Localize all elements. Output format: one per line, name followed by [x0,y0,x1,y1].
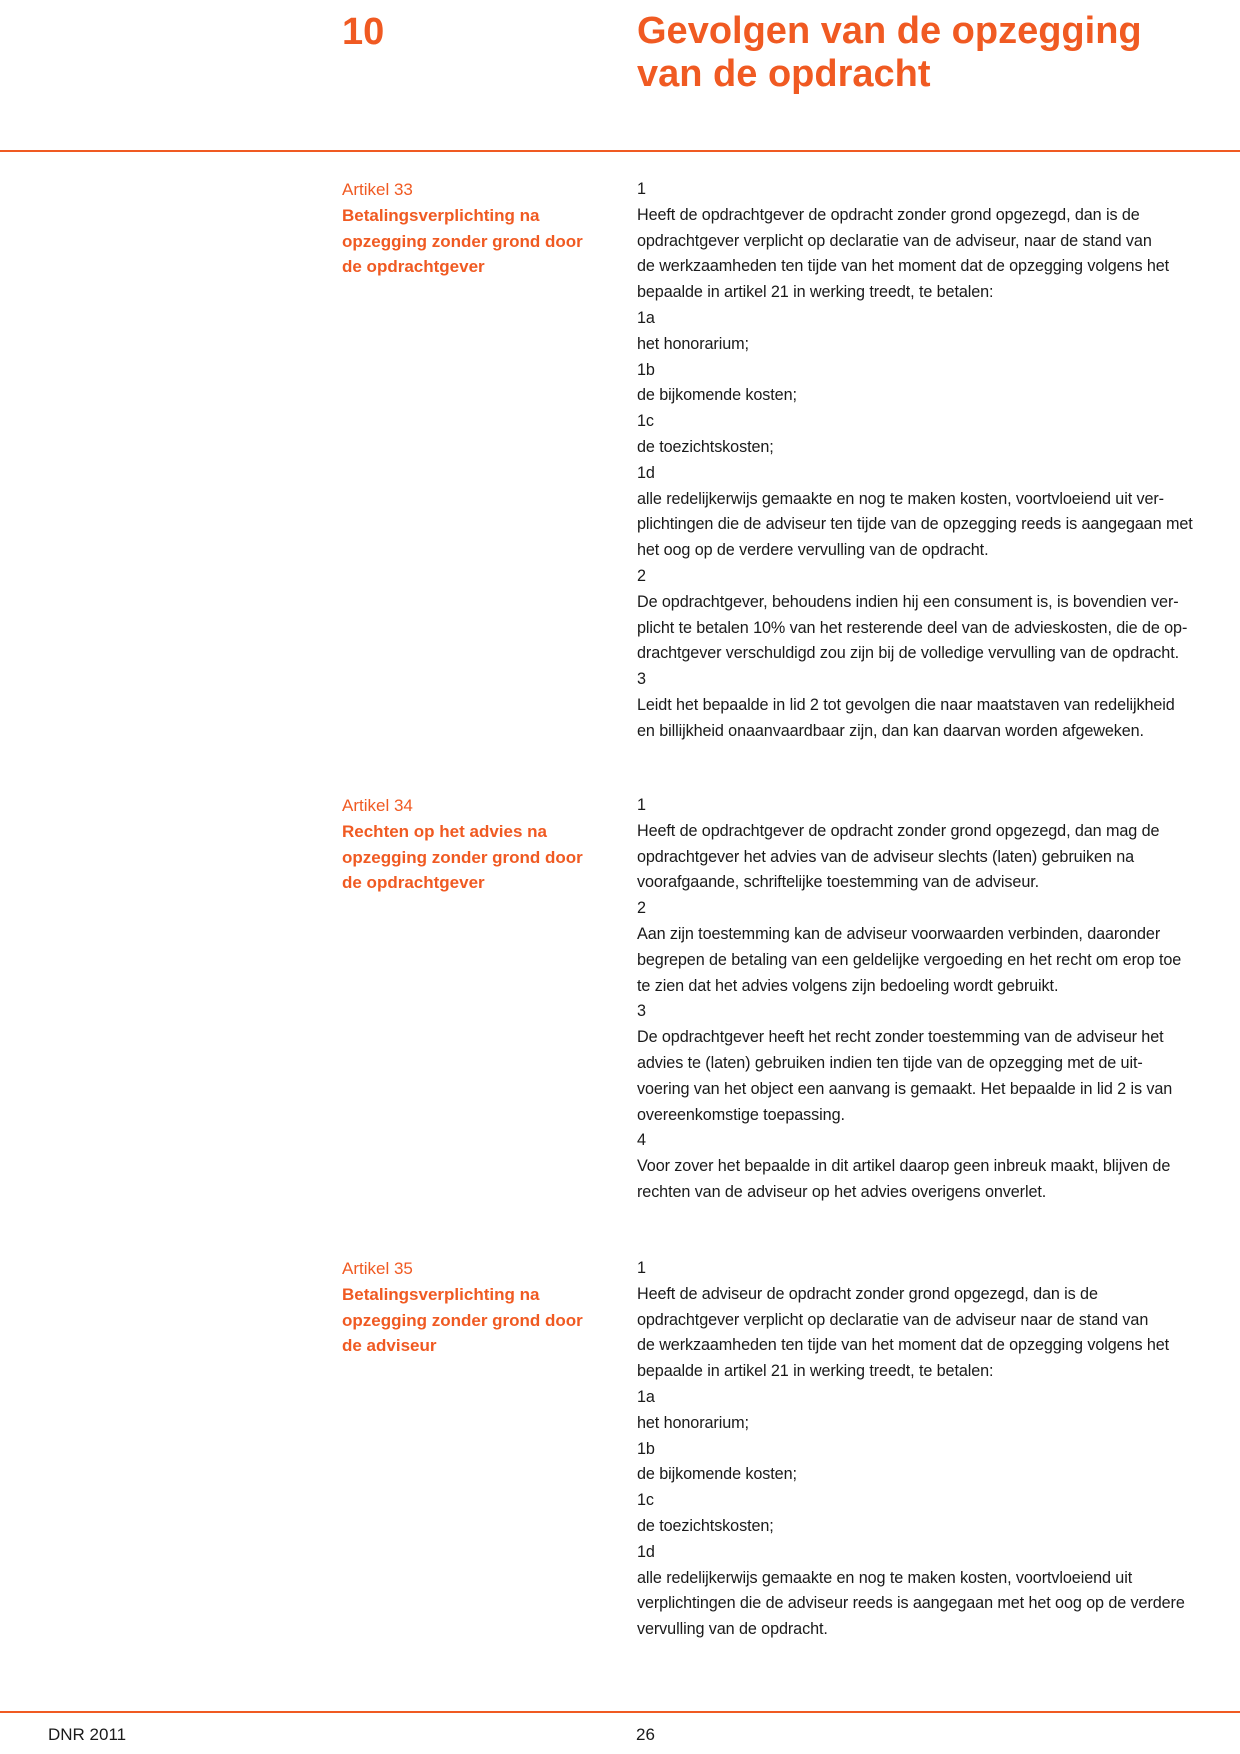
item-text-line: de toezichtskosten; [637,1516,774,1535]
article-title-line-1: Rechten op het advies na [342,821,547,841]
article-item [637,1437,1202,1489]
item-text-line: De opdrachtgever heeft het recht zonder toestemming van de adviseur het [637,1028,1164,1047]
item-text-line: de werkzaamheden ten tijde van het moment dat de opzegging volgens het [637,1336,1170,1355]
article-item [637,461,1202,564]
article-item [637,1488,1202,1540]
article-item [637,306,1202,358]
item-number: 1d [637,1542,655,1561]
item-number: 1b [637,360,655,379]
item-text-line: alle redelijkerwijs gemaakte en nog te maken kosten, voortvloeiend uit ver- [637,489,1164,508]
item-text-line: rechten van de adviseur op het advies overigens onverlet. [637,1182,1047,1201]
article-title-line-2: opzegging zonder grond door [342,231,583,251]
item-text-line: verplichtingen die de adviseur reeds is aangegaan met het oog op de verdere [637,1594,1185,1613]
item-text-line: het honorarium; [637,334,749,353]
article-body [637,1256,1202,1643]
item-number: 1a [637,308,655,327]
item-text-line: opdrachtgever verplicht op declaratie van de adviseur naar de stand van [637,1310,1149,1329]
item-text-line: Heeft de adviseur de opdracht zonder grond opgezegd, dan is de [637,1284,1098,1303]
item-text-line: opdrachtgever verplicht op declaratie van de adviseur, naar de stand van [637,231,1152,250]
item-text-line: te zien dat het advies volgens zijn bedoeling wordt gebruikt. [637,976,1059,995]
item-text-line: Aan zijn toestemming kan de adviseur voorwaarden verbinden, daaronder [637,924,1161,943]
item-text-line: overeenkomstige toepassing. [637,1105,845,1124]
chapter-number: 10 [342,11,385,53]
item-text-line: de werkzaamheden ten tijde van het moment dat de opzegging volgens het [637,257,1170,276]
article-title-line-1: Betalingsverplichting na [342,1284,540,1304]
item-text-line: opdrachtgever het advies van de adviseur slechts (laten) gebruiken na [637,847,1135,866]
bottom-divider [0,1711,1240,1713]
article-item [637,1256,1202,1385]
item-text-line: Leidt het bepaalde in lid 2 tot gevolgen die naar maatstaven van redelijkheid [637,695,1175,714]
article-title-line-2: opzegging zonder grond door [342,847,583,867]
item-text-line: Voor zover het bepaalde in dit artikel daarop geen inbreuk maakt, blijven de [637,1157,1171,1176]
item-text-line: alle redelijkerwijs gemaakte en nog te maken kosten, voortvloeiend uit [637,1568,1133,1587]
article-item [637,177,1202,306]
item-text-line: Heeft de opdrachtgever de opdracht zonder grond opgezegd, dan mag de [637,821,1160,840]
item-text-line: het honorarium; [637,1413,749,1432]
item-text-line: het oog op de verdere vervulling van de opdracht. [637,541,989,560]
item-text-line: voorafgaande, schriftelijke toestemming van de adviseur. [637,873,1040,892]
top-divider [0,150,1240,152]
item-text-line: plicht te betalen 10% van het resterende deel van de advieskosten, die de op- [637,618,1188,637]
article-title-line-1: Betalingsverplichting na [342,205,540,225]
item-number: 1 [637,796,646,814]
item-number: 2 [637,566,646,585]
article-title-line-3: de opdrachtgever [342,873,485,893]
item-text-line: Heeft de opdrachtgever de opdracht zonder grond opgezegd, dan is de [637,205,1140,224]
item-number: 1a [637,1387,655,1406]
item-number: 1c [637,412,654,431]
article-item [637,667,1202,744]
article-heading [342,1256,602,1359]
item-text-line: de bijkomende kosten; [637,386,797,405]
item-number: 2 [637,899,646,918]
item-number: 3 [637,670,646,689]
item-text-line: en billijkheid onaanvaardbaar zijn, dan kan daarvan worden afgeweken. [637,721,1144,740]
item-text-line: de bijkomende kosten; [637,1465,797,1484]
item-text-line: begrepen de betaling van een geldelijke vergoeding en het recht om erop toe [637,950,1182,969]
footer-page-number: 26 [636,1725,655,1744]
article-item [637,1128,1202,1205]
article-item [637,1540,1202,1643]
article-title-line-2: opzegging zonder grond door [342,1310,583,1330]
chapter-title [637,10,1197,96]
item-number: 1b [637,1439,655,1458]
article-label: Artikel 35 [342,1259,413,1278]
item-text-line: bepaalde in artikel 21 in werking treedt, te betalen: [637,1362,994,1381]
article-item [637,358,1202,410]
article-item [637,409,1202,461]
footer-document-name: DNR 2011 [48,1725,127,1744]
item-text-line: voering van het object een aanvang is gemaakt. Het bepaalde in lid 2 is van [637,1079,1173,1098]
item-number: 1d [637,463,655,482]
article-label: Artikel 33 [342,180,413,199]
item-number: 1 [637,180,646,198]
article-body [637,793,1202,1206]
item-text-line: drachtgever verschuldigd zou zijn bij de volledige vervulling van de opdracht. [637,644,1179,663]
item-number: 3 [637,1002,646,1021]
article-item [637,564,1202,667]
item-text-line: advies te (laten) gebruiken indien ten tijde van de opzegging met de uit- [637,1053,1143,1072]
article-body [637,177,1202,745]
article-item [637,1385,1202,1437]
article-item [637,999,1202,1128]
item-text-line: De opdrachtgever, behoudens indien hij een consument is, is bovendien ver- [637,592,1179,611]
article-title-line-3: de adviseur [342,1336,437,1356]
chapter-title-line-2: van de opdracht [637,53,931,95]
article-item [637,793,1202,896]
article-heading [342,793,602,896]
article-title-line-3: de opdrachtgever [342,257,485,277]
item-text-line: de toezichtskosten; [637,437,774,456]
chapter-title-line-1: Gevolgen van de opzegging [637,10,1142,52]
item-text-line: vervulling van de opdracht. [637,1620,828,1639]
item-text-line: bepaalde in artikel 21 in werking treedt, te betalen: [637,283,994,302]
item-text-line: plichtingen die de adviseur ten tijde van de opzegging reeds is aangegaan met [637,515,1193,534]
item-number: 4 [637,1131,646,1150]
item-number: 1c [637,1491,654,1510]
article-label: Artikel 34 [342,796,413,815]
item-number: 1 [637,1259,646,1277]
article-item [637,896,1202,999]
article-heading [342,177,602,280]
